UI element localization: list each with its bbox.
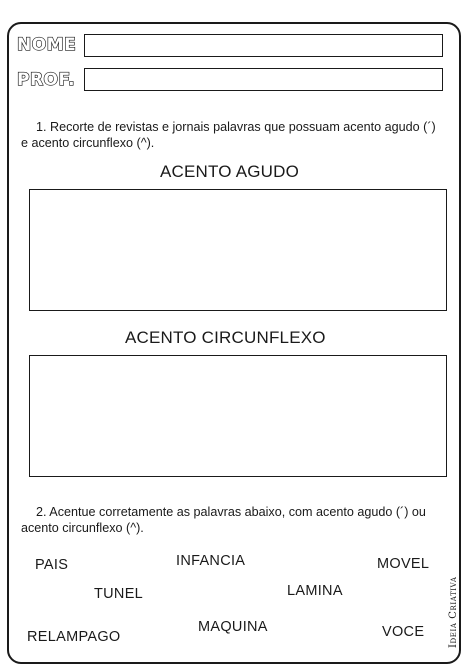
teacher-label: PROF.: [17, 70, 76, 90]
word-maquina: MAQUINA: [198, 619, 268, 635]
acento-agudo-box[interactable]: [29, 189, 447, 311]
word-voce: VOCE: [382, 624, 425, 640]
name-field[interactable]: [84, 34, 443, 57]
word-pais: PAIS: [35, 557, 69, 573]
brand-watermark: Ideia Criativa: [448, 576, 459, 648]
acento-circunflexo-box[interactable]: [29, 355, 447, 477]
exercise1-instruction-line2: e acento circunflexo (^).: [21, 136, 155, 150]
word-movel: MOVEL: [377, 556, 430, 572]
exercise2-instruction-line1: 2. Acentue corretamente as palavras abaixo, com acento agudo (´) ou: [36, 505, 426, 519]
exercise1-instruction-line1: 1. Recorte de revistas e jornais palavras que possuam acento agudo (´): [36, 120, 436, 134]
exercise2-instruction-line2: acento circunflexo (^).: [21, 521, 144, 535]
word-lamina: LAMINA: [287, 583, 343, 599]
acento-agudo-title: ACENTO AGUDO: [160, 162, 300, 181]
teacher-field[interactable]: [84, 68, 443, 91]
name-label: NOME: [17, 35, 77, 55]
acento-circunflexo-title: ACENTO CIRCUNFLEXO: [125, 328, 326, 347]
word-tunel: TUNEL: [94, 586, 144, 602]
word-relampago: RELAMPAGO: [27, 629, 121, 645]
word-infancia: INFANCIA: [176, 553, 246, 569]
